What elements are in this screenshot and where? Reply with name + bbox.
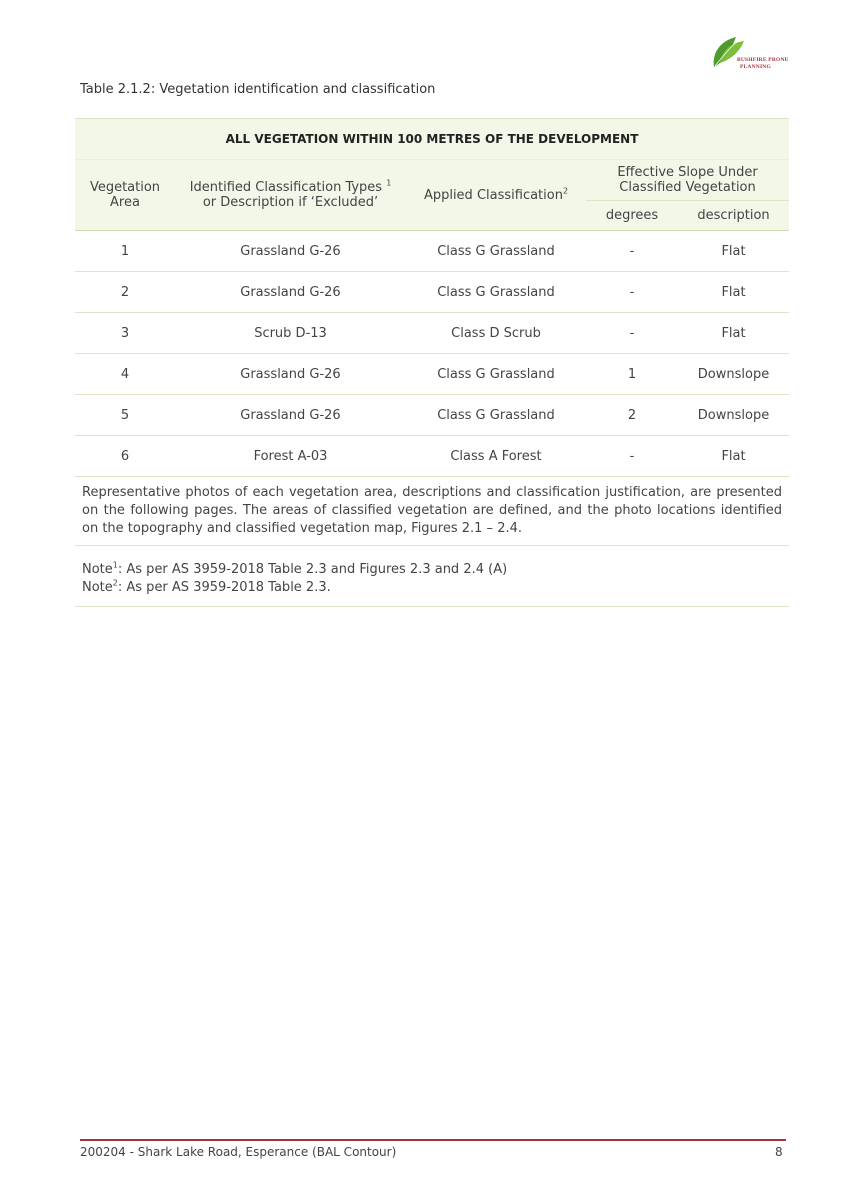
table-row [75, 354, 789, 395]
cell-applied: Class G Grassland [406, 231, 586, 272]
cell-applied: Class G Grassland [406, 272, 586, 313]
table-row [75, 436, 789, 477]
cell-degrees: 2 [586, 395, 678, 436]
header-applied-classification: Applied Classification$^2$ [406, 160, 586, 231]
header-description: description [678, 201, 789, 231]
cell-applied: Class G Grassland [406, 395, 586, 436]
divider [75, 545, 789, 546]
note-1: Note$^1$: As per AS 3959-2018 Table 2.3 and Figures 2.3 and 2.4 (A) [82, 560, 508, 577]
footer-document-title: 200204 - Shark Lake Road, Esperance (BAL Contour) [80, 1145, 397, 1159]
cell-area: 4 [75, 354, 175, 395]
cell-description: Downslope [678, 395, 789, 436]
cell-type: Scrub D-13 [175, 313, 406, 354]
cell-type: Forest A-03 [175, 436, 406, 477]
header-classification-types: Identified Classification Types $^1$ or Description if ‘Excluded’ [175, 160, 406, 231]
cell-applied: Class D Scrub [406, 313, 586, 354]
logo-text-line1: BUSHFIRE PRONE [737, 57, 789, 63]
table-banner: ALL VEGETATION WITHIN 100 METRES OF THE DEVELOPMENT [75, 119, 789, 160]
notes [82, 561, 507, 597]
cell-type: Grassland G-26 [175, 354, 406, 395]
cell-area: 3 [75, 313, 175, 354]
table-row [75, 395, 789, 436]
cell-area: 6 [75, 436, 175, 477]
header-effective-slope: Effective Slope Under Classified Vegetation [586, 160, 789, 201]
cell-degrees: - [586, 313, 678, 354]
cell-degrees: - [586, 436, 678, 477]
header-vegetation-area: Vegetation Area [75, 160, 175, 231]
cell-degrees: 1 [586, 354, 678, 395]
table-row [75, 272, 789, 313]
table-caption: Table 2.1.2: Vegetation identification and classification [80, 82, 436, 97]
table-row [75, 231, 789, 272]
cell-description: Flat [678, 436, 789, 477]
description-paragraph: Representative photos of each vegetation area, descriptions and classification justification, are presented on the following pages. The areas of classified vegetation are defined, and the photo locations identified on the topography and classified vegetation map, Figures 2.1 – 2.4. [82, 485, 782, 536]
cell-description: Flat [678, 272, 789, 313]
header-degrees: degrees [586, 201, 678, 231]
cell-description: Flat [678, 231, 789, 272]
logo-text-line2: PLANNING [740, 64, 771, 70]
cell-applied: Class A Forest [406, 436, 586, 477]
cell-description: Flat [678, 313, 789, 354]
table-row [75, 313, 789, 354]
cell-type: Grassland G-26 [175, 272, 406, 313]
cell-area: 1 [75, 231, 175, 272]
cell-degrees: - [586, 231, 678, 272]
cell-type: Grassland G-26 [175, 395, 406, 436]
cell-area: 2 [75, 272, 175, 313]
page-number: 8 [775, 1145, 783, 1159]
cell-applied: Class G Grassland [406, 354, 586, 395]
vegetation-table [75, 118, 789, 477]
cell-description: Downslope [678, 354, 789, 395]
divider [75, 606, 789, 607]
company-logo [710, 33, 790, 73]
cell-area: 5 [75, 395, 175, 436]
cell-degrees: - [586, 272, 678, 313]
note-2: Note$^2$: As per AS 3959-2018 Table 2.3. [82, 578, 331, 595]
footer-rule [80, 1139, 786, 1141]
cell-type: Grassland G-26 [175, 231, 406, 272]
